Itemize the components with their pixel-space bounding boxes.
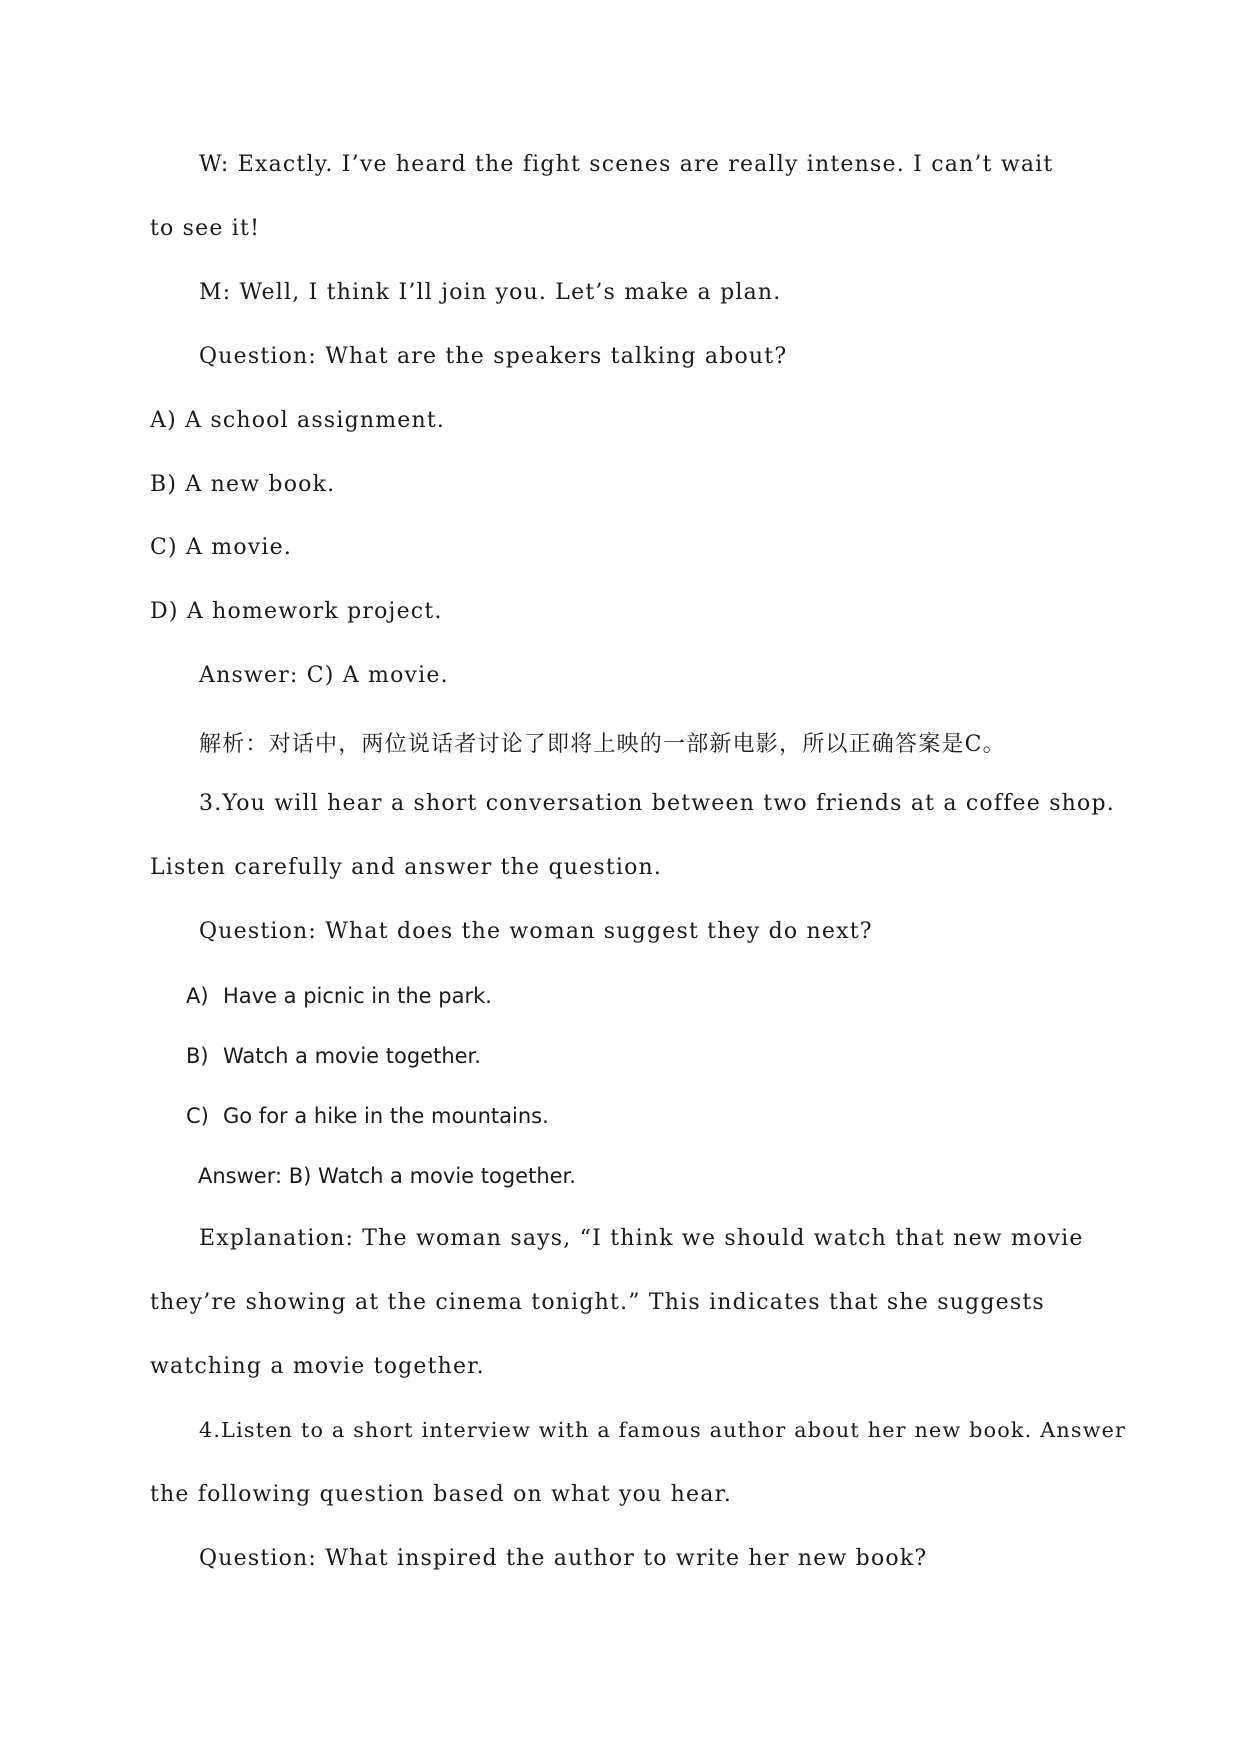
question-3-explanation-line-2: they’re showing at the cinema tonight.” This indicates that she suggests: [150, 1290, 1045, 1315]
question-3-option-c: [186, 1104, 549, 1128]
dialogue-man-line: M: Well, I think I’ll join you. Let’s make a plan.: [199, 280, 782, 305]
option-label: C): [186, 1104, 209, 1128]
option-label: A): [186, 984, 209, 1008]
question-2-prompt: Question: What are the speakers talking about?: [199, 344, 788, 369]
question-4-prompt: Question: What inspired the author to write her new book?: [199, 1546, 928, 1571]
question-2-answer: Answer: C) A movie.: [199, 663, 449, 688]
question-3-prompt: Question: What does the woman suggest they do next?: [199, 919, 873, 944]
question-3-explanation-line-3: watching a movie together.: [150, 1354, 485, 1379]
dialogue-woman-line-1: W: Exactly. I’ve heard the fight scenes are really intense. I can’t wait: [199, 152, 1054, 177]
question-3-intro-line-2: Listen carefully and answer the question.: [150, 855, 663, 880]
option-text: Watch a movie together.: [223, 1044, 481, 1068]
option-label: B): [186, 1044, 209, 1068]
dialogue-woman-line-2: to see it!: [150, 216, 261, 241]
question-4-intro-line-1: 4.Listen to a short interview with a famous author about her new book. Answer: [199, 1418, 1127, 1442]
question-4-intro-line-2: the following question based on what you hear.: [150, 1482, 733, 1507]
question-3-option-b: [186, 1044, 481, 1068]
question-2-option-a: A) A school assignment.: [150, 408, 446, 433]
option-text: Go for a hike in the mountains.: [223, 1104, 549, 1128]
question-2-option-d: D) A homework project.: [150, 599, 443, 624]
question-3-option-a: [186, 984, 492, 1008]
question-3-intro-line-1: 3.You will hear a short conversation between two friends at a coffee shop.: [199, 791, 1115, 816]
question-3-explanation-line-1: Explanation: The woman says, “I think we should watch that new movie: [199, 1226, 1084, 1251]
question-2-analysis: 解析：对话中，两位说话者讨论了即将上映的一部新电影，所以正确答案是C。: [199, 732, 1006, 757]
question-2-option-c: C) A movie.: [150, 535, 293, 560]
option-text: Have a picnic in the park.: [223, 984, 492, 1008]
question-2-option-b: B) A new book.: [150, 472, 336, 497]
question-3-answer: Answer: B) Watch a movie together.: [198, 1164, 576, 1188]
